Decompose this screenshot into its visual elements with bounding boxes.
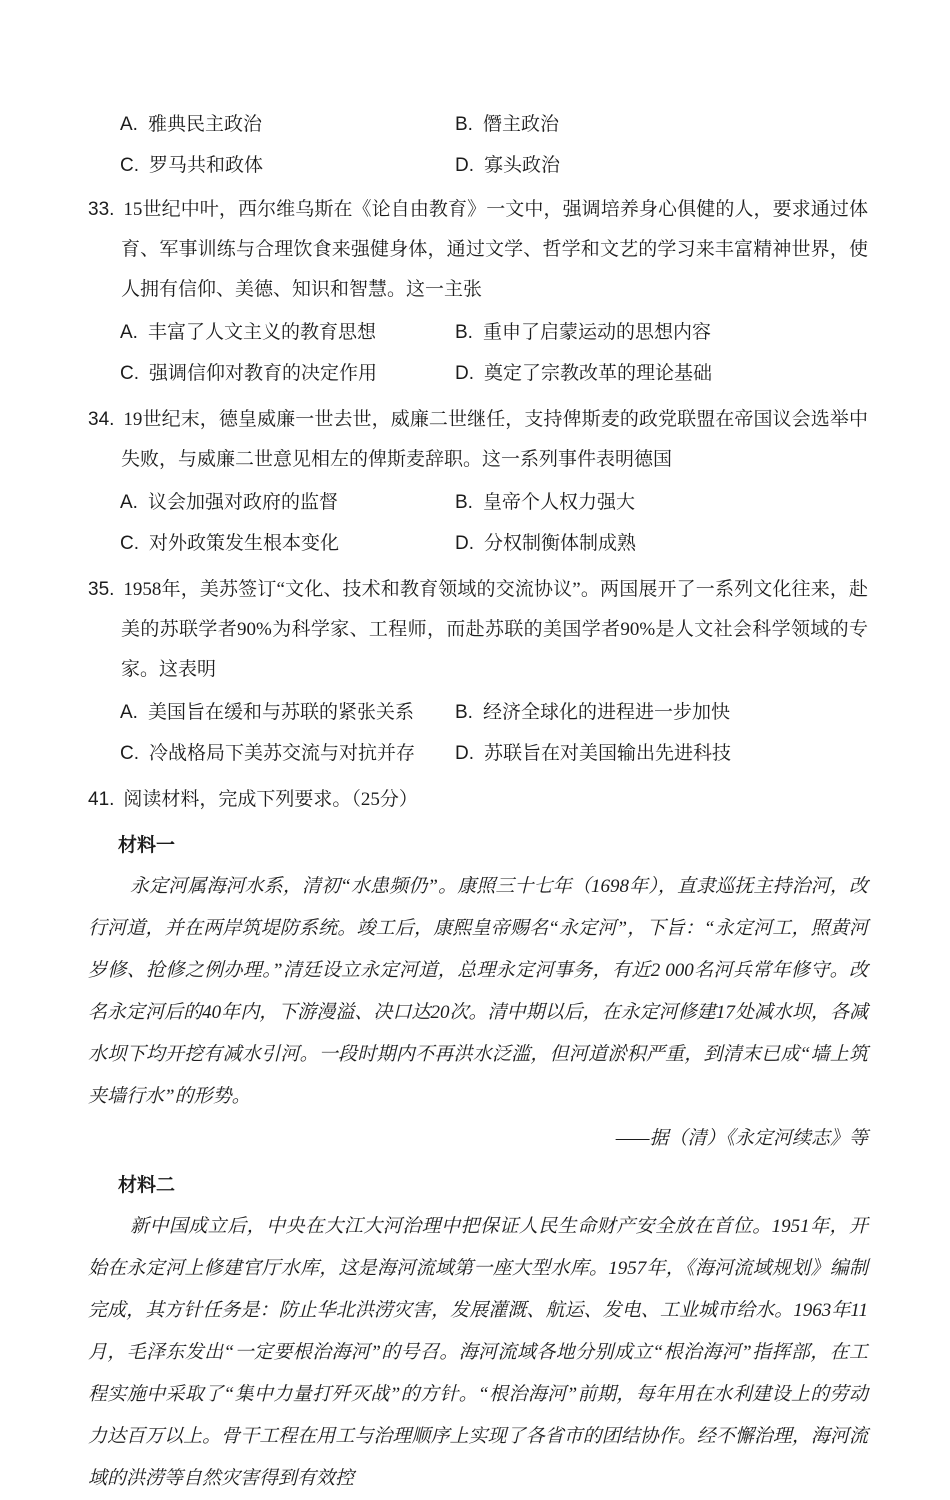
option-c (120, 353, 455, 394)
option-label: C. (120, 363, 139, 384)
question-stem-text: 1958年，美苏签订“文化、技术和教育领域的交流协议”。两国展开了一系列文化往来，赴美的苏联学者90%为科学家、工程师，而赴苏联的美国学者90%是人文社会科学领域的专家。这表明 (121, 579, 868, 680)
material-two (88, 1168, 868, 1500)
option-c (120, 523, 455, 564)
question-stem-text: 19世纪末，德皇威廉一世去世，威廉二世继任，支持俾斯麦的政党联盟在帝国议会选举中失败，与威廉二世意见相左的俾斯麦辞职。这一系列事件表明德国 (121, 409, 868, 470)
question-number: 34. (88, 409, 115, 430)
material-two-label: 材料二 (118, 1175, 176, 1196)
option-label: B. (455, 702, 473, 723)
option-b (455, 312, 711, 353)
question-32-options (88, 104, 868, 186)
option-d (455, 733, 731, 774)
option-text: 苏联旨在对美国输出先进科技 (484, 743, 732, 764)
option-text: 奠定了宗教改革的理论基础 (484, 363, 713, 384)
option-label: A. (120, 492, 138, 513)
option-a (120, 692, 455, 733)
option-label: A. (120, 114, 138, 135)
question-stem (88, 570, 868, 690)
question-35 (88, 570, 868, 774)
option-d (455, 353, 712, 394)
material-one-label: 材料一 (118, 835, 176, 856)
option-text: 经济全球化的进程进一步加快 (482, 702, 730, 723)
options-row (120, 104, 868, 145)
option-text: 议会加强对政府的监督 (147, 492, 338, 513)
option-label: D. (455, 533, 474, 554)
question-34 (88, 400, 868, 564)
option-b (455, 104, 559, 145)
material-one-text: 永定河属海河水系，清初“水患频仍”。康照三十七年（1698年），直隶巡抚主持治河，改行河道，并在两岸筑堤防系统。竣工后，康熙皇帝赐名“永定河”，下旨：“永定河工，照黄河岁修、抢修之例办理。”清廷设立永定河道，总理永定河事务，有近2 000名河兵常年修守。改名永定河后的40年内，下游漫溢、决口达20次。清中期以后，在永定河修建17处减水坝，各减水坝下均开挖有减水引河。一段时期内不再洪水泛滥，但河道淤积严重，到清末已成“墙上筑夹墙行水”的形势。 (88, 876, 868, 1107)
options-row (120, 312, 868, 353)
question-33 (88, 190, 868, 394)
option-text: 寡头政治 (484, 155, 561, 176)
option-b (455, 482, 635, 523)
option-d (455, 523, 636, 564)
question-stem-text: 阅读材料，完成下列要求。（25分） (123, 789, 418, 810)
option-label: B. (455, 114, 473, 135)
option-text: 强调信仰对教育的决定作用 (149, 363, 378, 384)
options-row (120, 523, 868, 564)
options-row (120, 482, 868, 523)
question-stem (88, 780, 868, 820)
option-text: 罗马共和政体 (149, 155, 264, 176)
material-one (88, 828, 868, 1160)
option-text: 冷战格局下美苏交流与对抗并存 (149, 743, 416, 764)
option-text: 僭主政治 (482, 114, 559, 135)
question-number: 35. (88, 579, 115, 600)
option-text: 重申了启蒙运动的思想内容 (482, 322, 711, 343)
options-row (120, 733, 868, 774)
option-b (455, 692, 730, 733)
option-label: A. (120, 702, 138, 723)
question-stem (88, 400, 868, 480)
material-two-text: 新中国成立后，中央在大江大河治理中把保证人民生命财产安全放在首位。1951年，开始在永定河上修建官厅水库，这是海河流域第一座大型水库。1957年，《海河流域规划》编制完成，其方针任务是：防止华北洪涝灾害，发展灌溉、航运、发电、工业城市给水。1963年11月，毛泽东发出“一定要根治海河”的号召。海河流域各地分别成立“根治海河”指挥部，在工程实施中采取了“集中力量打歼灭战”的方针。“根治海河”前期，每年用在水利建设上的劳动力达百万以上。骨干工程在用工与治理顺序上实现了各省市的团结协作。经不懈治理，海河流域的洪涝等自然灾害得到有效控 (88, 1216, 868, 1489)
option-label: D. (455, 743, 474, 764)
option-label: C. (120, 743, 139, 764)
option-label: A. (120, 322, 138, 343)
question-number: 33. (88, 199, 115, 220)
option-label: D. (455, 363, 474, 384)
option-c (120, 145, 455, 186)
option-text: 对外政策发生根本变化 (149, 533, 340, 554)
question-41 (88, 780, 868, 820)
option-a (120, 482, 455, 523)
option-text: 美国旨在缓和与苏联的紧张关系 (147, 702, 414, 723)
option-c (120, 733, 455, 774)
question-stem (88, 190, 868, 310)
question-stem-text: 15世纪中叶，西尔维乌斯在《论自由教育》一文中，强调培养身心俱健的人，要求通过体育、军事训练与合理饮食来强健身体，通过文学、哲学和文艺的学习来丰富精神世界，使人拥有信仰、美德、知识和智慧。这一主张 (121, 199, 868, 300)
options-row (120, 692, 868, 733)
option-text: 雅典民主政治 (147, 114, 262, 135)
option-label: B. (455, 492, 473, 513)
option-label: C. (120, 533, 139, 554)
option-a (120, 312, 455, 353)
options-row (120, 145, 868, 186)
option-text: 皇帝个人权力强大 (482, 492, 635, 513)
question-number: 41. (88, 789, 115, 810)
option-text: 丰富了人文主义的教育思想 (147, 322, 376, 343)
option-label: C. (120, 155, 139, 176)
material-one-source: ——据（清）《永定河续志》等 (615, 1128, 868, 1149)
option-label: B. (455, 322, 473, 343)
question-34-options (88, 482, 868, 564)
question-35-options (88, 692, 868, 774)
question-33-options (88, 312, 868, 394)
options-row (120, 353, 868, 394)
option-text: 分权制衡体制成熟 (484, 533, 637, 554)
option-a (120, 104, 455, 145)
option-label: D. (455, 155, 474, 176)
option-d (455, 145, 560, 186)
